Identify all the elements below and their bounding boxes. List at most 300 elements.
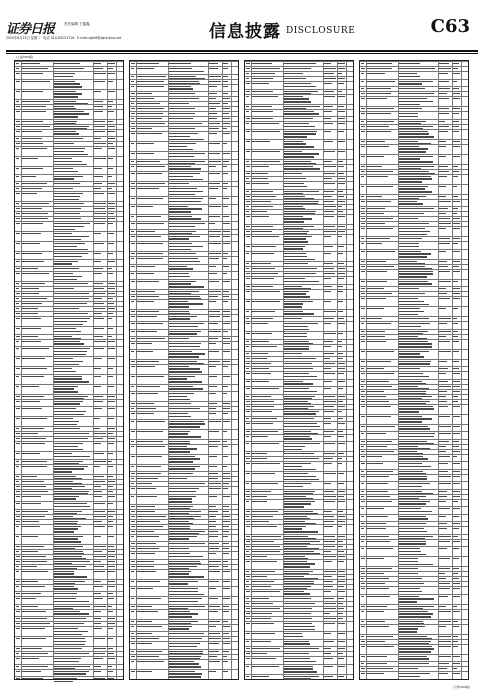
cell-text (22, 593, 41, 594)
cell-text (338, 556, 345, 557)
cell-text (338, 363, 345, 364)
cell-text (246, 268, 249, 269)
cell-text (169, 286, 204, 287)
masthead (6, 18, 478, 52)
cell-text (169, 543, 205, 544)
cell-text (439, 88, 450, 89)
cell-text (169, 606, 205, 607)
cell-text (16, 213, 20, 214)
cell-text (137, 253, 163, 254)
cell-text (246, 561, 250, 562)
cell-text (252, 353, 268, 354)
cell-text (54, 158, 72, 159)
cell-text (324, 201, 334, 202)
cell-text (324, 571, 336, 572)
cell-text (54, 279, 77, 280)
cell-text (54, 336, 72, 337)
cell-text (54, 536, 83, 537)
cell-text (108, 586, 115, 587)
cell-text (16, 496, 20, 497)
cell-text (22, 203, 49, 204)
cell-text (223, 331, 228, 332)
cell-text (246, 401, 250, 402)
cell-text (284, 273, 316, 274)
cell-text (131, 161, 134, 162)
cell-text (399, 181, 422, 182)
cell-text (361, 496, 364, 497)
cell-text (108, 298, 113, 299)
cell-text (324, 311, 336, 312)
cell-text (169, 661, 194, 662)
cell-text (223, 561, 228, 562)
cell-text (209, 236, 220, 237)
cell-text (338, 173, 344, 174)
cell-text (137, 656, 159, 657)
cell-text (137, 243, 163, 244)
cell-text (439, 308, 446, 309)
cell-text (54, 528, 78, 529)
cell-text (453, 261, 460, 262)
cell-text (209, 273, 217, 274)
cell-text (439, 541, 450, 542)
cell-text (284, 318, 302, 319)
cell-text (246, 396, 249, 397)
cell-text (252, 431, 278, 432)
cell-text (108, 121, 113, 122)
cell-text (324, 613, 330, 614)
cell-text (22, 121, 43, 122)
disclosure-content (14, 56, 470, 684)
cell-text (361, 646, 365, 647)
cell-text (338, 191, 343, 192)
cell-text (439, 456, 450, 457)
cell-text (252, 576, 267, 577)
cell-text (399, 231, 430, 232)
table-row (245, 674, 353, 683)
cell-text (54, 63, 80, 64)
cell-text (108, 203, 115, 204)
cell-text (338, 653, 343, 654)
cell-text (94, 233, 101, 234)
cell-text (16, 168, 19, 169)
cell-text (108, 318, 112, 319)
cell-text (209, 571, 220, 572)
cell-text (94, 401, 103, 402)
cell-text (246, 353, 249, 354)
cell-text (223, 236, 230, 237)
cell-text (338, 141, 345, 142)
cell-text (223, 651, 229, 652)
cell-text (252, 443, 279, 444)
cell-text (169, 191, 203, 192)
cell-text (22, 81, 50, 82)
cell-text (453, 88, 459, 89)
cell-text (137, 473, 161, 474)
cell-text (22, 418, 47, 419)
cell-text (367, 406, 391, 407)
cell-text (324, 516, 334, 517)
cell-text (367, 238, 390, 239)
cell-text (223, 108, 230, 109)
cell-text (16, 511, 20, 512)
cell-text (54, 226, 84, 227)
cell-text (22, 111, 46, 112)
cell-text (324, 541, 335, 542)
cell-text (108, 491, 113, 492)
cell-text (284, 591, 304, 592)
cell-text (439, 673, 448, 674)
cell-text (131, 598, 134, 599)
cell-text (439, 318, 451, 319)
cell-text (284, 496, 306, 497)
cell-text (54, 551, 83, 552)
cell-text (169, 561, 200, 562)
cell-text (94, 443, 101, 444)
cell-text (399, 158, 420, 159)
cell-text (169, 218, 201, 219)
cell-text (54, 229, 75, 230)
cell-text (223, 408, 230, 409)
cell-text (252, 591, 280, 592)
cell-text (94, 396, 103, 397)
cell-text (453, 108, 460, 109)
cell-text (338, 463, 342, 464)
disclosure-table (14, 60, 124, 680)
cell-text (324, 363, 335, 364)
cell-text (284, 183, 304, 184)
cell-text (108, 253, 113, 254)
cell-text (169, 386, 193, 387)
cell-text (54, 164, 87, 165)
cell-text (94, 348, 104, 349)
cell-text (54, 673, 86, 674)
cell-text (246, 491, 250, 492)
cell-text (252, 226, 273, 227)
cell-text (284, 521, 305, 522)
cell-text (54, 561, 90, 562)
cell-text (108, 516, 113, 517)
cell-text (246, 511, 250, 512)
cell-text (137, 661, 164, 662)
cell-text (223, 421, 230, 422)
cell-text (137, 571, 156, 572)
cell-text (22, 491, 48, 492)
cell-text (252, 211, 267, 212)
cell-text (439, 516, 446, 517)
cell-text (169, 93, 195, 94)
cell-text (54, 161, 82, 162)
cell-text (367, 218, 393, 219)
cell-text (54, 424, 77, 425)
cell-text (22, 253, 42, 254)
cell-text (131, 166, 134, 167)
cell-text (16, 638, 20, 639)
cell-text (338, 381, 345, 382)
cell-text (22, 658, 39, 659)
cell-text (22, 433, 38, 434)
cell-text (399, 646, 432, 647)
cell-text (22, 268, 38, 269)
cell-text (399, 336, 418, 337)
cell-text (223, 296, 229, 297)
cell-text (284, 516, 307, 517)
cell-text (94, 176, 103, 177)
cell-text (131, 103, 134, 104)
cell-text (108, 561, 115, 562)
cell-text (324, 91, 334, 92)
cell-text (54, 506, 90, 507)
cell-text (94, 318, 104, 319)
cell-text (246, 603, 249, 604)
cell-text (284, 501, 315, 502)
cell-text (284, 231, 309, 232)
cell-text (453, 386, 460, 387)
cell-text (54, 313, 88, 314)
cell-text (252, 396, 271, 397)
cell-text (22, 73, 43, 74)
cell-text (54, 243, 85, 244)
cell-text (131, 63, 135, 64)
cell-text (252, 253, 274, 254)
cell-text (169, 538, 189, 539)
cell-text (54, 378, 82, 379)
cell-text (399, 343, 432, 344)
cell-text (54, 421, 79, 422)
cell-text (284, 623, 312, 624)
cell-text (284, 173, 302, 174)
cell-text (223, 198, 229, 199)
cell-text (54, 511, 82, 512)
cell-text (169, 483, 205, 484)
cell-text (223, 161, 229, 162)
cell-text (169, 368, 200, 369)
cell-text (284, 373, 309, 374)
cell-text (246, 173, 250, 174)
cell-text (284, 449, 302, 450)
cell-text (54, 96, 78, 97)
cell-text (367, 471, 393, 472)
cell-text (209, 393, 216, 394)
cell-text (453, 456, 457, 457)
cell-text (284, 603, 315, 604)
cell-text (94, 203, 106, 204)
cell-text (252, 278, 274, 279)
cell-text (439, 238, 450, 239)
cell-text (137, 643, 152, 644)
cell-text (16, 341, 19, 342)
cell-text (367, 606, 387, 607)
cell-text (94, 148, 102, 149)
cell-text (252, 141, 270, 142)
cell-text (439, 663, 449, 664)
cell-text (367, 201, 391, 202)
cell-text (54, 449, 83, 450)
cell-text (137, 446, 165, 447)
cell-text (137, 651, 162, 652)
cell-text (252, 301, 280, 302)
cell-text (439, 131, 448, 132)
cell-text (246, 648, 250, 649)
cell-text (367, 156, 384, 157)
cell-text (399, 418, 432, 419)
cell-text (54, 126, 89, 127)
column-2 (129, 56, 239, 684)
cell-text (108, 666, 112, 667)
cell-text (453, 336, 458, 337)
cell-text (252, 603, 273, 604)
cell-text (399, 228, 425, 229)
cell-text (108, 546, 114, 547)
cell-text (54, 538, 78, 539)
cell-text (284, 586, 311, 587)
cell-text (367, 476, 389, 477)
cell-text (131, 123, 135, 124)
cell-text (137, 376, 164, 377)
cell-text (324, 411, 334, 412)
cell-text (439, 578, 446, 579)
cell-text (367, 223, 385, 224)
cell-text (16, 218, 20, 219)
cell-text (22, 521, 39, 522)
cell-text (284, 218, 312, 219)
cell-text (284, 296, 310, 297)
cell-text (137, 173, 162, 174)
cell-text (94, 438, 103, 439)
cell-text (284, 118, 313, 119)
cell-text (399, 223, 429, 224)
cell-text (399, 408, 434, 409)
cell-text (252, 571, 275, 572)
cell-text (54, 438, 88, 439)
cell-text (209, 351, 219, 352)
cell-text (284, 676, 319, 677)
cell-text (169, 338, 189, 339)
cell-text (169, 478, 187, 479)
cell-text (367, 611, 384, 612)
cell-text (169, 396, 187, 397)
cell-text (54, 503, 87, 504)
cell-text (54, 498, 76, 499)
cell-text (54, 303, 87, 304)
cell-text (94, 288, 104, 289)
cell-text (361, 121, 364, 122)
cell-text (16, 233, 20, 234)
cell-text (324, 381, 332, 382)
cell-text (169, 408, 200, 409)
cell-text (22, 551, 38, 552)
cell-text (453, 483, 460, 484)
cell-text (137, 441, 163, 442)
cell-text (108, 81, 113, 82)
cell-text (94, 408, 102, 409)
cell-text (399, 331, 428, 332)
cell-text (169, 253, 196, 254)
cell-text (54, 486, 85, 487)
cell-text (223, 553, 229, 554)
cell-text (22, 481, 44, 482)
cell-text (453, 176, 458, 177)
column-3 (244, 56, 354, 684)
cell-text (367, 523, 386, 524)
cell-text (209, 133, 217, 134)
cell-text (94, 466, 100, 467)
cell-text (361, 583, 365, 584)
cell-text (108, 218, 115, 219)
cell-text (169, 468, 195, 469)
cell-text (131, 571, 134, 572)
cell-text (399, 314, 418, 315)
cell-text (169, 231, 196, 232)
cell-text (338, 63, 345, 64)
cell-text (324, 151, 335, 152)
cell-text (223, 478, 230, 479)
cell-text (324, 196, 332, 197)
cell-text (137, 166, 165, 167)
cell-text (284, 443, 320, 444)
cell-text (399, 253, 431, 254)
cell-text (324, 346, 331, 347)
cell-text (252, 496, 267, 497)
cell-text (252, 473, 275, 474)
cell-text (284, 341, 309, 342)
cell-text (246, 591, 250, 592)
cell-text (399, 351, 429, 352)
cell-text (54, 81, 75, 82)
cell-text (169, 283, 191, 284)
header-rule-thin (6, 53, 478, 54)
cell-text (399, 441, 427, 442)
cell-text (246, 246, 250, 247)
cell-text (284, 446, 305, 447)
cell-text (338, 123, 345, 124)
cell-text (169, 511, 201, 512)
cell-text (137, 581, 160, 582)
cell-text (338, 201, 345, 202)
cell-text (108, 68, 113, 69)
cell-text (94, 491, 102, 492)
cell-text (399, 501, 430, 502)
cell-text (131, 466, 134, 467)
cell-text (338, 68, 345, 69)
cell-text (131, 638, 135, 639)
cell-text (94, 496, 102, 497)
cell-text (223, 118, 230, 119)
cell-text (169, 498, 192, 499)
cell-text (367, 213, 384, 214)
cell-text (361, 318, 365, 319)
cell-text (169, 548, 189, 549)
cell-text (22, 303, 42, 304)
cell-text (54, 288, 74, 289)
cell-text (252, 453, 267, 454)
cell-text (169, 646, 197, 647)
cell-text (324, 458, 333, 459)
cell-text (22, 158, 38, 159)
cell-text (399, 648, 434, 649)
cell-text (252, 206, 273, 207)
cell-text (16, 623, 20, 624)
cell-text (453, 266, 459, 267)
cell-text (324, 608, 336, 609)
cell-text (324, 648, 331, 649)
cell-text (367, 508, 384, 509)
cell-text (284, 106, 320, 107)
cell-text (367, 271, 387, 272)
cell-text (169, 361, 197, 362)
cell-text (439, 483, 451, 484)
cell-text (94, 623, 101, 624)
cell-text (137, 511, 155, 512)
